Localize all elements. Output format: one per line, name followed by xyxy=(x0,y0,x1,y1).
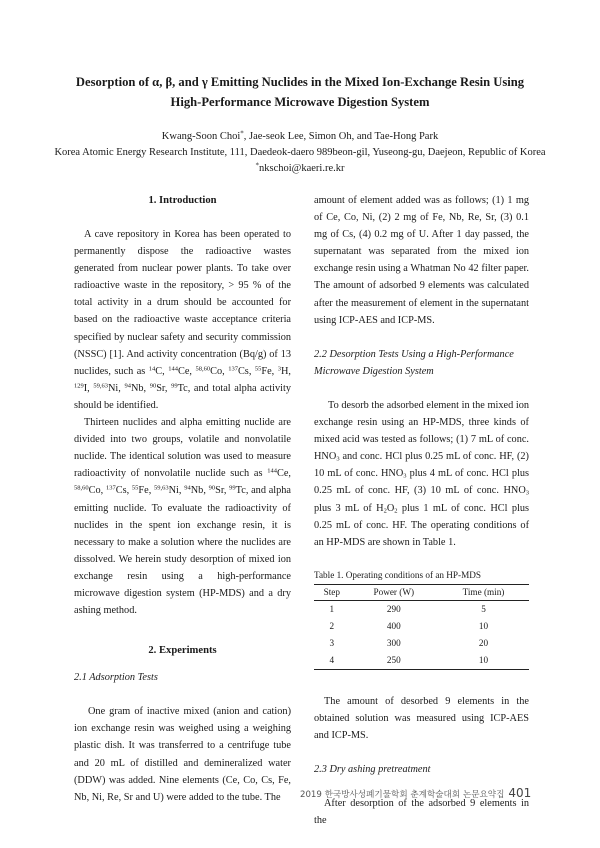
author-email: nkschoi@kaeri.re.kr xyxy=(259,163,345,174)
dry-ashing-paragraph: After desorption of the adsorbed 9 elements in the xyxy=(314,798,529,827)
table-cell: 5 xyxy=(481,604,486,615)
experiments-heading: 2. Experiments xyxy=(148,645,217,657)
page-footer xyxy=(300,786,532,800)
table-row xyxy=(314,600,529,618)
corresponding-mark: * xyxy=(240,129,244,138)
title-line-2: High-Performance Microwave Digestion System xyxy=(170,95,430,109)
table-row xyxy=(314,635,529,652)
results-paragraph: The amount of desorbed 9 elements in the obtained solution was measured using ICP-AES and ICP-MS. xyxy=(314,695,529,741)
table-cell: 20 xyxy=(478,638,489,649)
header-power: Power (W) xyxy=(350,584,438,600)
header-step: Step xyxy=(314,584,350,600)
email-line xyxy=(30,161,570,177)
table-cell: 290 xyxy=(386,604,401,615)
email-mark: * xyxy=(255,161,259,170)
header-time: Time (min) xyxy=(438,584,529,600)
adsorption-tests-subheading: 2.1 Adsorption Tests xyxy=(74,672,158,684)
desorption-paragraph: To desorb the adsorbed element in the mixed ion exchange resin using an HP-MDS, three kinds of mixed acid was tested as follows; (1) 7 mL of conc. $HNO_3$ and conc. HCl plus 0.25 mL of conc. HF, (2) 10 mL of conc. $HNO_3$ plus 4 mL of conc. HCl plus 0.25 mL of conc. HF, (3) 10 mL of conc. $HNO_3$ plus 3 mL of $H_2O_2$ plus 1 mL of conc. HCl plus 0.25 mL of conc. HF. The operating conditions of an HP-MDS are shown in Table 1. xyxy=(314,399,529,548)
adsorption-paragraph: One gram of inactive mixed (anion and cation) ion exchange resin was weighed using a weighing plastic dish. It was transferred to a centrifuge tube and 20 mL of distilled and demineralized water (DDW) was added. Nine elements (Ce, Co, Cs, Fe, Nb, Ni, Re, Sr and U) were added to the tube. The xyxy=(74,706,291,803)
table-cell: 4 xyxy=(314,652,350,670)
adsorption-paragraph-cont: amount of element added was as follows; (1) 1 mg of Ce, Co, Ni, (2) 2 mg of Fe, Nb, Re, Sr, (3) 0.1 mg of Cs, (4) 0.2 mg of U. After 1 day passed, the supernatant was separated from the mixed ion exchange resin using a Whatman No 42 filter paper. The amount of adsorbed 9 elements was calculated after the measurement of element in the supernatant using ICP-AES and ICP-MS. xyxy=(314,195,529,326)
intro-paragraph-1: A cave repository in Korea has been operated to permanently dispose the radioactive wastes generated from nuclear power plants. To take over radioactive waste in the repository, > 95 % of the total activity in a drum should be accounted for based on the radioactive waste acceptance criteria specified by nuclear safety and security commission (NSSC) [1]. And activity concentration (Bq/g) of 13 nuclides, such as $^{14}$C, $^{144}$Ce, $^{58,60}$Co, $^{137}$Cs, $^{55}$Fe, $^3$H, $^{129}$I, $^{59,63}$Ni, $^{94}$Nb, $^{90}$Sr, $^{99}$Tc, and total alpha activity should be identified. xyxy=(74,229,291,411)
left-column xyxy=(74,192,291,806)
operating-conditions-table xyxy=(314,584,529,670)
page-number: 401 xyxy=(508,786,532,800)
table-header-row xyxy=(314,584,529,600)
table-row xyxy=(314,652,529,670)
table-cell: 250 xyxy=(350,652,438,670)
title-line-1: Desorption of α, β, and γ Emitting Nuclides in the Mixed Ion-Exchange Resin Using xyxy=(75,75,525,89)
table-cell: 10 xyxy=(478,621,489,632)
desorption-tests-subheading: 2.2 Desorption Tests Using a High-Performance Microwave Digestion System xyxy=(314,348,514,377)
paper-title xyxy=(40,72,560,112)
table-cell: 1 xyxy=(329,604,335,615)
table-cell: 300 xyxy=(386,638,401,649)
table-row xyxy=(314,618,529,635)
author-block xyxy=(30,129,570,177)
table-cell: 2 xyxy=(329,621,335,632)
other-authors: , Jae-seok Lee, Simon Oh, and Tae-Hong Park xyxy=(243,131,439,142)
table-caption: Table 1. Operating conditions of an HP-MDS xyxy=(314,569,482,580)
intro-paragraph-2: Thirteen nuclides and alpha emitting nuclide are divided into two groups, volatile and nonvolatile nuclide. The identical solution was used to measure radioactivity of nonvolatile nuclide such as $^{144}$Ce, $^{58,60}$Co, $^{137}$Cs, $^{55}$Fe, $^{59,63}$Ni, $^{94}$Nb, $^{90}$Sr, $^{99}$Tc, and alpha emitting nuclide. To evaluate the radioactivity of nuclides in the spent ion exchange resin, it is necessary to make a solution where the nuclides are dissolved. We herein study desorption of mixed ion exchange resin using a high-performance microwave digestion system (HP-MDS) and a dry ashing method. xyxy=(74,417,292,617)
introduction-heading: 1. Introduction xyxy=(148,195,217,206)
table-cell: 400 xyxy=(386,621,401,632)
dry-ashing-subheading: 2.3 Dry ashing pretreatment xyxy=(314,764,431,776)
author-list xyxy=(30,129,570,145)
affiliation: Korea Atomic Energy Research Institute, 111, Daedeok-daero 989beon-gil, Yuseong-gu, Daejeon, Republic of Korea xyxy=(54,147,546,158)
table-cell: 10 xyxy=(438,652,529,670)
table-cell: 3 xyxy=(329,638,335,649)
first-author: Kwang-Soon Choi xyxy=(161,131,241,142)
conference-name: 2019 한국방사성폐기물학회 춘계학술대회 논문요약집 xyxy=(300,790,505,800)
right-column xyxy=(314,192,532,829)
